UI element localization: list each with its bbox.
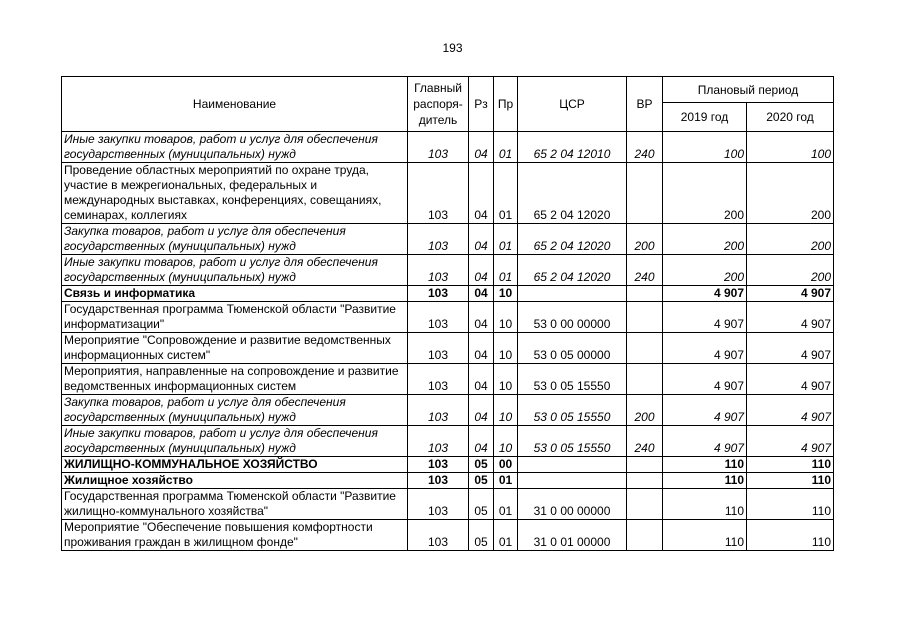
cell-main-manager: 103	[408, 520, 469, 551]
cell-pr: 10	[494, 302, 518, 333]
cell-pr: 01	[494, 224, 518, 255]
cell-2019: 110	[663, 520, 747, 551]
cell-vr	[627, 302, 663, 333]
cell-csr: 53 0 05 00000	[518, 333, 627, 364]
cell-main-manager: 103	[408, 255, 469, 286]
cell-main-manager: 103	[408, 302, 469, 333]
cell-2020: 200	[747, 255, 834, 286]
cell-2020: 4 907	[747, 286, 834, 302]
cell-rz: 04	[469, 163, 494, 224]
cell-rz: 04	[469, 286, 494, 302]
table-body	[62, 132, 834, 551]
cell-main-manager: 103	[408, 426, 469, 457]
cell-pr: 10	[494, 364, 518, 395]
cell-vr	[627, 163, 663, 224]
cell-vr	[627, 520, 663, 551]
cell-pr: 10	[494, 286, 518, 302]
cell-2020: 110	[747, 473, 834, 489]
cell-2020: 100	[747, 132, 834, 163]
cell-name: Иные закупки товаров, работ и услуг для обеспечения государственных (муниципальных) нужд	[62, 426, 408, 457]
cell-main-manager: 103	[408, 457, 469, 473]
cell-vr: 240	[627, 132, 663, 163]
cell-main-manager: 103	[408, 163, 469, 224]
cell-name: Связь и информатика	[62, 286, 408, 302]
cell-rz: 04	[469, 333, 494, 364]
cell-csr	[518, 473, 627, 489]
cell-vr	[627, 333, 663, 364]
cell-vr	[627, 473, 663, 489]
cell-2020: 110	[747, 520, 834, 551]
table-row	[62, 426, 834, 457]
cell-2020: 4 907	[747, 395, 834, 426]
cell-rz: 04	[469, 132, 494, 163]
budget-table	[61, 76, 834, 551]
table-row	[62, 333, 834, 364]
cell-rz: 05	[469, 457, 494, 473]
cell-2020: 4 907	[747, 333, 834, 364]
cell-csr	[518, 286, 627, 302]
header-rz: Рз	[469, 77, 494, 132]
cell-vr: 240	[627, 255, 663, 286]
cell-rz: 04	[469, 364, 494, 395]
table-row	[62, 255, 834, 286]
cell-2020: 4 907	[747, 302, 834, 333]
cell-main-manager: 103	[408, 333, 469, 364]
cell-main-manager: 103	[408, 364, 469, 395]
cell-2020: 110	[747, 489, 834, 520]
cell-csr: 53 0 05 15550	[518, 364, 627, 395]
cell-rz: 04	[469, 255, 494, 286]
header-main-manager: Главный распоря-дитель	[408, 77, 469, 132]
cell-csr: 53 0 00 00000	[518, 302, 627, 333]
header-vr: ВР	[627, 77, 663, 132]
cell-main-manager: 103	[408, 473, 469, 489]
cell-rz: 04	[469, 224, 494, 255]
cell-2019: 110	[663, 489, 747, 520]
header-year-2020: 2020 год	[747, 103, 834, 132]
cell-rz: 04	[469, 395, 494, 426]
cell-2020: 110	[747, 457, 834, 473]
cell-name: Мероприятие "Сопровождение и развитие ведомственных информационных систем"	[62, 333, 408, 364]
cell-pr: 00	[494, 457, 518, 473]
cell-2019: 4 907	[663, 333, 747, 364]
cell-2019: 100	[663, 132, 747, 163]
cell-2019: 110	[663, 457, 747, 473]
cell-vr	[627, 286, 663, 302]
cell-name: Иные закупки товаров, работ и услуг для обеспечения государственных (муниципальных) нужд	[62, 255, 408, 286]
cell-rz: 04	[469, 426, 494, 457]
cell-name: Закупка товаров, работ и услуг для обеспечения государственных (муниципальных) нужд	[62, 395, 408, 426]
cell-pr: 01	[494, 489, 518, 520]
table-row	[62, 520, 834, 551]
cell-pr: 01	[494, 473, 518, 489]
cell-2019: 200	[663, 255, 747, 286]
cell-csr: 65 2 04 12020	[518, 255, 627, 286]
table-row	[62, 489, 834, 520]
cell-main-manager: 103	[408, 132, 469, 163]
cell-name: Жилищное хозяйство	[62, 473, 408, 489]
header-pr: Пр	[494, 77, 518, 132]
cell-2019: 200	[663, 163, 747, 224]
cell-2020: 4 907	[747, 426, 834, 457]
header-name: Наименование	[62, 77, 408, 132]
cell-rz: 04	[469, 302, 494, 333]
table-row	[62, 163, 834, 224]
cell-name: Иные закупки товаров, работ и услуг для обеспечения государственных (муниципальных) нужд	[62, 132, 408, 163]
table-row	[62, 395, 834, 426]
table-row	[62, 286, 834, 302]
cell-csr: 65 2 04 12010	[518, 132, 627, 163]
cell-rz: 05	[469, 520, 494, 551]
cell-vr	[627, 489, 663, 520]
table-row	[62, 457, 834, 473]
table-row	[62, 473, 834, 489]
table-row	[62, 302, 834, 333]
cell-csr: 31 0 01 00000	[518, 520, 627, 551]
cell-main-manager: 103	[408, 286, 469, 302]
cell-2020: 200	[747, 224, 834, 255]
cell-pr: 01	[494, 132, 518, 163]
cell-csr: 31 0 00 00000	[518, 489, 627, 520]
cell-name: Мероприятие "Обеспечение повышения комфортности проживания граждан в жилищном фонде"	[62, 520, 408, 551]
cell-main-manager: 103	[408, 395, 469, 426]
cell-vr: 240	[627, 426, 663, 457]
cell-name: Государственная программа Тюменской области "Развитие жилищно-коммунального хозяйства"	[62, 489, 408, 520]
header-csr: ЦСР	[518, 77, 627, 132]
cell-2019: 4 907	[663, 426, 747, 457]
table-row	[62, 132, 834, 163]
cell-2019: 4 907	[663, 286, 747, 302]
cell-2020: 200	[747, 163, 834, 224]
cell-name: Проведение областных мероприятий по охране труда, участие в межрегиональных, федеральных и международных выставках, конференциях, совещаниях, семинарах, коллегиях	[62, 163, 408, 224]
cell-pr: 10	[494, 333, 518, 364]
table-row	[62, 224, 834, 255]
cell-2020: 4 907	[747, 364, 834, 395]
cell-pr: 10	[494, 395, 518, 426]
cell-2019: 110	[663, 473, 747, 489]
cell-csr: 53 0 05 15550	[518, 426, 627, 457]
cell-main-manager: 103	[408, 489, 469, 520]
cell-name: Мероприятия, направленные на сопровождение и развитие ведомственных информационных систем	[62, 364, 408, 395]
cell-csr: 65 2 04 12020	[518, 163, 627, 224]
cell-name: Государственная программа Тюменской области "Развитие информатизации"	[62, 302, 408, 333]
cell-pr: 01	[494, 163, 518, 224]
cell-2019: 4 907	[663, 302, 747, 333]
page-number: 193	[442, 41, 463, 55]
header-year-2019: 2019 год	[663, 103, 747, 132]
cell-pr: 01	[494, 255, 518, 286]
cell-vr: 200	[627, 224, 663, 255]
cell-vr	[627, 364, 663, 395]
cell-csr	[518, 457, 627, 473]
cell-2019: 200	[663, 224, 747, 255]
cell-pr: 10	[494, 426, 518, 457]
cell-rz: 05	[469, 473, 494, 489]
cell-name: Закупка товаров, работ и услуг для обеспечения государственных (муниципальных) нужд	[62, 224, 408, 255]
cell-2019: 4 907	[663, 395, 747, 426]
cell-2019: 4 907	[663, 364, 747, 395]
cell-name: ЖИЛИЩНО-КОММУНАЛЬНОЕ ХОЗЯЙСТВО	[62, 457, 408, 473]
cell-csr: 53 0 05 15550	[518, 395, 627, 426]
header-plan-period: Плановый период	[663, 77, 834, 103]
table-row	[62, 364, 834, 395]
cell-rz: 05	[469, 489, 494, 520]
cell-vr: 200	[627, 395, 663, 426]
cell-vr	[627, 457, 663, 473]
cell-main-manager: 103	[408, 224, 469, 255]
cell-csr: 65 2 04 12020	[518, 224, 627, 255]
cell-pr: 01	[494, 520, 518, 551]
